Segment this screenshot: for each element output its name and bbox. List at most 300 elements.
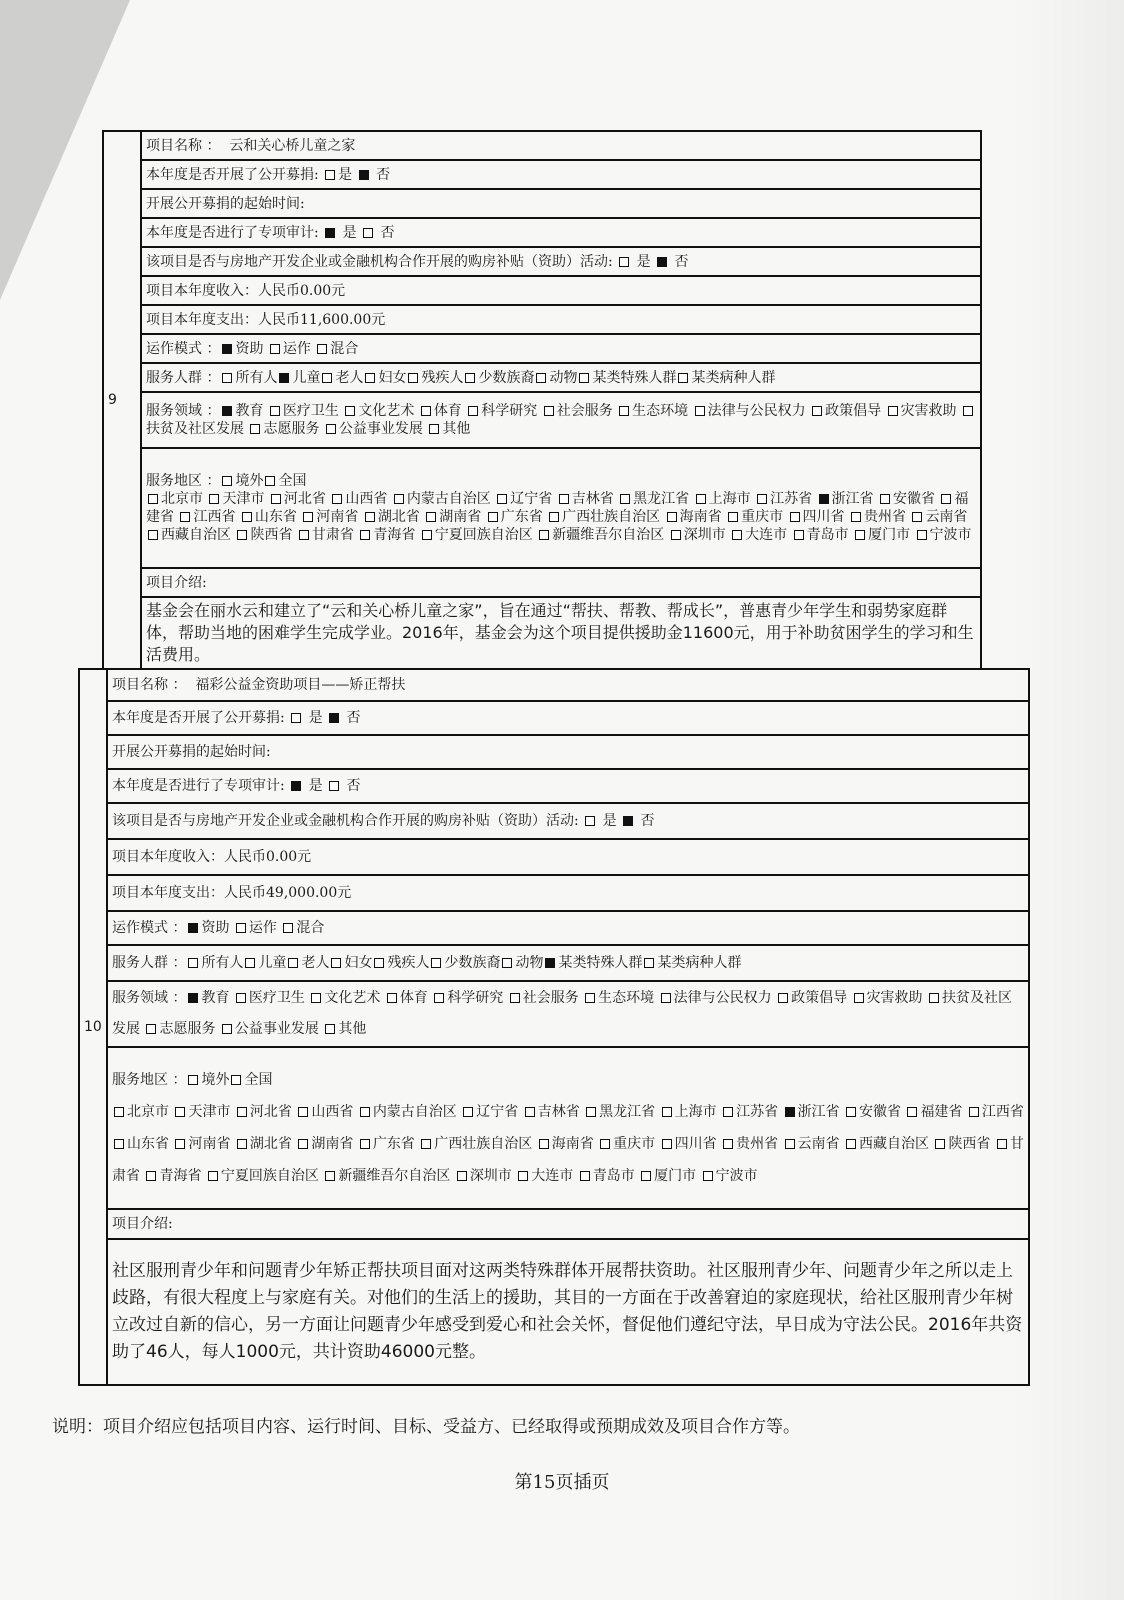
option-label: 安徽省 bbox=[892, 491, 935, 507]
option-label: 河南省 bbox=[316, 509, 359, 525]
checkbox[interactable] bbox=[209, 494, 219, 504]
option-label: 福建省 bbox=[146, 491, 969, 525]
option-label: 全国 bbox=[244, 1072, 273, 1088]
checkbox[interactable] bbox=[265, 476, 275, 486]
option-label: 湖北省 bbox=[249, 1136, 292, 1152]
option-label: 吉林省 bbox=[571, 491, 614, 507]
intro-label: 项目介绍: bbox=[107, 1209, 1029, 1239]
checkbox[interactable] bbox=[620, 494, 630, 504]
option-label: 山东省 bbox=[254, 509, 297, 525]
option-label: 扶贫及社区发展 bbox=[112, 990, 1012, 1037]
option-label: 江苏省 bbox=[770, 491, 813, 507]
fields-label: 服务领域 ： bbox=[112, 990, 187, 1006]
option-label: 西藏自治区 bbox=[161, 527, 231, 543]
project-intro: 基金会在丽水云和建立了“云和关心桥儿童之家”，旨在通过“帮扶、帮教、帮成长”，普惠青少年学生和弱势家庭群体，帮助当地的困难学生完成学业。2016年，基金会为这个项目提供援助金11600元，用于补助贫困学生的学习和生活费用。 bbox=[141, 597, 981, 669]
checkbox[interactable] bbox=[497, 494, 507, 504]
option-label: 某类病种人群 bbox=[691, 369, 776, 386]
checkbox[interactable] bbox=[188, 993, 198, 1003]
checkbox-no[interactable] bbox=[363, 228, 373, 238]
option-label: 公益事业发展 bbox=[234, 1021, 319, 1037]
checkbox[interactable] bbox=[237, 1139, 247, 1149]
checkbox[interactable] bbox=[245, 958, 255, 968]
option-label: 山西省 bbox=[345, 491, 388, 507]
checkbox[interactable] bbox=[846, 1139, 856, 1149]
checkbox[interactable] bbox=[935, 1139, 945, 1149]
checkbox[interactable] bbox=[325, 1171, 335, 1181]
checkbox[interactable] bbox=[929, 993, 939, 1003]
option-label: 黑龙江省 bbox=[633, 491, 690, 507]
fundraising-start-row: 开展公开募捐的起始时间: bbox=[107, 735, 1029, 769]
checkbox[interactable] bbox=[114, 1139, 124, 1149]
intro-label: 项目介绍: bbox=[141, 568, 981, 597]
option-label: 四川省 bbox=[674, 1136, 717, 1152]
groups-row bbox=[141, 363, 981, 392]
checkbox-yes[interactable] bbox=[291, 713, 301, 723]
area-top-options bbox=[186, 1072, 272, 1088]
option-label: 四川省 bbox=[802, 509, 845, 525]
option-label: 新疆维吾尔自治区 bbox=[338, 1168, 451, 1184]
checkbox[interactable] bbox=[757, 494, 767, 504]
option-label: 其他 bbox=[338, 1021, 367, 1037]
checkbox-yes[interactable] bbox=[291, 781, 301, 791]
option-label: 内蒙古自治区 bbox=[372, 1104, 457, 1120]
option-label: 厦门市 bbox=[868, 527, 911, 543]
project-name-row bbox=[107, 669, 1029, 701]
checkbox[interactable] bbox=[365, 512, 375, 522]
no-label: 否 bbox=[640, 813, 655, 829]
checkbox[interactable] bbox=[322, 373, 332, 383]
groups-options bbox=[220, 370, 775, 386]
income-label: 项目本年度收入： bbox=[146, 282, 258, 299]
option-label: 境外 bbox=[201, 1072, 230, 1088]
checkbox[interactable] bbox=[661, 993, 671, 1003]
checkbox[interactable] bbox=[600, 1139, 610, 1149]
option-label: 辽宁省 bbox=[510, 491, 553, 507]
option-label: 新疆维吾尔自治区 bbox=[552, 527, 665, 543]
checkbox[interactable] bbox=[846, 1107, 856, 1117]
checkbox[interactable] bbox=[394, 494, 404, 504]
checkbox[interactable] bbox=[426, 512, 436, 522]
project-name-label: 项目名称 ： bbox=[146, 137, 221, 154]
option-label: 深圳市 bbox=[683, 527, 726, 543]
checkbox[interactable] bbox=[222, 344, 232, 354]
option-label: 江西省 bbox=[193, 509, 236, 525]
expense-value: 人民币49,000.00元 bbox=[224, 885, 352, 901]
public-fundraising-label: 本年度是否开展了公开募捐: bbox=[146, 166, 319, 183]
region-options bbox=[112, 1104, 1024, 1184]
option-label: 少数族裔 bbox=[444, 955, 501, 971]
region-options bbox=[146, 491, 972, 543]
checkbox[interactable] bbox=[917, 530, 927, 540]
checkbox[interactable] bbox=[728, 512, 738, 522]
option-label: 黑龙江省 bbox=[599, 1104, 656, 1120]
checkbox[interactable] bbox=[175, 1107, 185, 1117]
checkbox-no[interactable] bbox=[623, 816, 633, 826]
option-label: 动物 bbox=[549, 369, 578, 386]
checkbox[interactable] bbox=[231, 1075, 241, 1085]
option-label: 医疗卫生 bbox=[248, 990, 305, 1006]
no-label: 否 bbox=[380, 224, 395, 241]
fundraising-start-row: 开展公开募捐的起始时间: bbox=[141, 189, 981, 218]
option-label: 教育 bbox=[235, 403, 264, 419]
checkbox[interactable] bbox=[545, 958, 555, 968]
checkbox-yes[interactable] bbox=[585, 816, 595, 826]
checkbox-yes[interactable] bbox=[325, 170, 335, 180]
checkbox[interactable] bbox=[723, 1107, 733, 1117]
checkbox[interactable] bbox=[549, 512, 559, 522]
option-label: 宁夏回族自治区 bbox=[220, 1168, 319, 1184]
option-label: 政策倡导 bbox=[791, 990, 848, 1006]
checkbox[interactable] bbox=[222, 373, 232, 383]
checkbox[interactable] bbox=[819, 494, 829, 504]
checkbox[interactable] bbox=[502, 958, 512, 968]
checkbox[interactable] bbox=[421, 1139, 431, 1149]
checkbox[interactable] bbox=[969, 1107, 979, 1117]
checkbox[interactable] bbox=[662, 1107, 672, 1117]
option-label: 宁波市 bbox=[929, 527, 972, 543]
option-label: 北京市 bbox=[127, 1104, 169, 1120]
housing-subsidy-label: 该项目是否与房地产开发企业或金融机构合作开展的购房补贴（资助）活动: bbox=[146, 253, 613, 270]
checkbox[interactable] bbox=[619, 406, 629, 416]
option-label: 湖南省 bbox=[439, 509, 482, 525]
checkbox[interactable] bbox=[180, 512, 190, 522]
option-label: 厦门市 bbox=[654, 1168, 697, 1184]
housing-subsidy-row bbox=[107, 803, 1029, 839]
checkbox[interactable] bbox=[326, 424, 336, 434]
checkbox[interactable] bbox=[317, 344, 327, 354]
checkbox[interactable] bbox=[242, 512, 252, 522]
checkbox[interactable] bbox=[298, 1107, 308, 1117]
checkbox[interactable] bbox=[299, 530, 309, 540]
checkbox[interactable] bbox=[374, 958, 384, 968]
area-label: 服务地区 ： bbox=[112, 1072, 187, 1088]
option-label: 山东省 bbox=[127, 1136, 169, 1152]
checkbox[interactable] bbox=[271, 494, 281, 504]
checkbox[interactable] bbox=[146, 1024, 156, 1034]
project-intro: 社区服刑青少年和问题青少年矫正帮扶项目面对这两类特殊群体开展帮扶资助。社区服刑青少年、问题青少年之所以走上歧路，有很大程度上与家庭有关。对他们的生活上的援助，其目的一方面在于改善窘迫的家庭现状，给社区服刑青少年树立改过自新的信心，另一方面让问题青少年感受到爱心和社会关怀，督促他们遵纪守法，早日成为守法公民。2016年共资助了46人，每人1000元，共计资助46000元整。 bbox=[107, 1239, 1029, 1385]
option-label: 天津市 bbox=[188, 1104, 231, 1120]
checkbox[interactable] bbox=[463, 1107, 473, 1117]
housing-subsidy-label: 该项目是否与房地产开发企业或金融机构合作开展的购房补贴（资助）活动: bbox=[112, 813, 579, 829]
checkbox[interactable] bbox=[586, 1107, 596, 1117]
option-label: 山西省 bbox=[311, 1104, 354, 1120]
project-number: 9 bbox=[103, 131, 141, 669]
checkbox[interactable] bbox=[785, 1107, 795, 1117]
checkbox[interactable] bbox=[146, 1171, 156, 1181]
checkbox[interactable] bbox=[434, 993, 444, 1003]
option-label: 广东省 bbox=[372, 1136, 415, 1152]
project-name-row bbox=[141, 131, 981, 160]
checkbox[interactable] bbox=[188, 923, 198, 933]
option-label: 境外 bbox=[235, 473, 264, 489]
option-label: 安徽省 bbox=[858, 1104, 901, 1120]
checkbox[interactable] bbox=[536, 373, 546, 383]
no-label: 否 bbox=[346, 778, 361, 794]
option-label: 全国 bbox=[278, 473, 307, 489]
checkbox[interactable] bbox=[667, 512, 677, 522]
option-label: 辽宁省 bbox=[476, 1104, 519, 1120]
checkbox-no[interactable] bbox=[329, 713, 339, 723]
expense-row bbox=[107, 875, 1029, 911]
no-label: 否 bbox=[346, 710, 361, 726]
checkbox[interactable] bbox=[360, 1139, 370, 1149]
option-label: 体育 bbox=[433, 403, 462, 419]
checkbox[interactable] bbox=[408, 373, 418, 383]
footnote: 说明：项目介绍应包括项目内容、运行时间、目标、受益方、已经取得或预期成效及项目合作方等。 bbox=[52, 1417, 800, 1437]
checkbox[interactable] bbox=[488, 512, 498, 522]
area-top-options bbox=[220, 473, 306, 489]
checkbox[interactable] bbox=[457, 1171, 467, 1181]
checkbox[interactable] bbox=[222, 476, 232, 486]
project-form bbox=[84, 130, 1068, 1386]
option-label: 福建省 bbox=[920, 1104, 963, 1120]
checkbox[interactable] bbox=[360, 530, 370, 540]
expense-row bbox=[141, 305, 981, 334]
checkbox[interactable] bbox=[585, 993, 595, 1003]
checkbox[interactable] bbox=[208, 1171, 218, 1181]
checkbox[interactable] bbox=[222, 1024, 232, 1034]
checkbox[interactable] bbox=[544, 406, 554, 416]
checkbox[interactable] bbox=[421, 406, 431, 416]
checkbox[interactable] bbox=[332, 494, 342, 504]
checkbox[interactable] bbox=[888, 406, 898, 416]
option-label: 陕西省 bbox=[250, 527, 293, 543]
public-fundraising-label: 本年度是否开展了公开募捐: bbox=[112, 710, 285, 726]
option-label: 体育 bbox=[399, 990, 428, 1006]
option-label: 浙江省 bbox=[797, 1104, 840, 1120]
area-row bbox=[141, 448, 981, 568]
checkbox[interactable] bbox=[812, 406, 822, 416]
checkbox[interactable] bbox=[236, 993, 246, 1003]
option-label: 广西壮族自治区 bbox=[562, 509, 661, 525]
checkbox[interactable] bbox=[222, 406, 232, 416]
option-label: 西藏自治区 bbox=[858, 1136, 929, 1152]
option-label: 青岛市 bbox=[592, 1168, 635, 1184]
page-number: 第15页插页 bbox=[514, 1472, 610, 1493]
option-label: 法律与公民权力 bbox=[673, 990, 772, 1006]
checkbox[interactable] bbox=[855, 530, 865, 540]
option-label: 广西壮族自治区 bbox=[434, 1136, 533, 1152]
no-label: 否 bbox=[674, 253, 689, 270]
checkbox[interactable] bbox=[311, 993, 321, 1003]
option-label: 政策倡导 bbox=[825, 403, 882, 419]
checkbox[interactable] bbox=[580, 1171, 590, 1181]
option-label: 上海市 bbox=[674, 1104, 717, 1120]
checkbox[interactable] bbox=[778, 993, 788, 1003]
option-label: 儿童 bbox=[258, 955, 287, 971]
option-label: 志愿服务 bbox=[263, 421, 320, 437]
yes-label: 是 bbox=[308, 778, 323, 794]
option-label: 所有人 bbox=[235, 369, 278, 386]
checkbox[interactable] bbox=[785, 1139, 795, 1149]
option-label: 吉林省 bbox=[537, 1104, 580, 1120]
checkbox[interactable] bbox=[880, 494, 890, 504]
income-row bbox=[141, 276, 981, 305]
option-label: 宁夏回族自治区 bbox=[434, 527, 533, 543]
project-9-table bbox=[102, 130, 982, 670]
checkbox[interactable] bbox=[539, 1139, 549, 1149]
checkbox[interactable] bbox=[422, 530, 432, 540]
mode-options bbox=[220, 341, 358, 357]
income-row bbox=[107, 839, 1029, 875]
option-label: 上海市 bbox=[708, 491, 751, 507]
option-label: 科学研究 bbox=[481, 403, 538, 419]
checkbox[interactable] bbox=[678, 373, 688, 383]
checkbox-yes[interactable] bbox=[619, 257, 629, 267]
option-label: 儿童 bbox=[292, 369, 321, 386]
option-label: 动物 bbox=[515, 955, 544, 971]
checkbox[interactable] bbox=[790, 512, 800, 522]
audit-label: 本年度是否进行了专项审计: bbox=[146, 224, 319, 241]
audit-label: 本年度是否进行了专项审计: bbox=[112, 778, 285, 794]
option-label: 河南省 bbox=[188, 1136, 231, 1152]
checkbox[interactable] bbox=[148, 530, 158, 540]
yes-label: 是 bbox=[602, 813, 617, 829]
option-label: 老人 bbox=[301, 955, 330, 971]
checkbox[interactable] bbox=[288, 958, 298, 968]
option-label: 甘肃省 bbox=[311, 527, 354, 543]
expense-label: 项目本年度支出： bbox=[112, 885, 224, 901]
checkbox[interactable] bbox=[510, 993, 520, 1003]
option-label: 社会服务 bbox=[522, 990, 579, 1006]
checkbox[interactable] bbox=[387, 993, 397, 1003]
project-name: 福彩公益金资助项目——矫正帮扶 bbox=[195, 677, 406, 693]
checkbox[interactable] bbox=[270, 406, 280, 416]
checkbox[interactable] bbox=[525, 1107, 535, 1117]
checkbox[interactable] bbox=[431, 958, 441, 968]
checkbox[interactable] bbox=[854, 993, 864, 1003]
checkbox[interactable] bbox=[468, 406, 478, 416]
checkbox[interactable] bbox=[997, 1139, 1007, 1149]
option-label: 湖南省 bbox=[311, 1136, 354, 1152]
income-value: 人民币0.00元 bbox=[258, 282, 346, 299]
expense-label: 项目本年度支出： bbox=[146, 311, 258, 328]
option-label: 志愿服务 bbox=[159, 1021, 216, 1037]
yes-label: 是 bbox=[342, 224, 357, 241]
yes-label: 是 bbox=[308, 710, 323, 726]
option-label: 内蒙古自治区 bbox=[406, 491, 491, 507]
expense-value: 人民币11,600.00元 bbox=[258, 311, 386, 328]
mode-options bbox=[186, 920, 324, 936]
income-value: 人民币0.00元 bbox=[224, 849, 312, 865]
option-label: 海南省 bbox=[551, 1136, 594, 1152]
checkbox[interactable] bbox=[518, 1171, 528, 1181]
checkbox[interactable] bbox=[298, 1139, 308, 1149]
checkbox[interactable] bbox=[429, 424, 439, 434]
option-label: 重庆市 bbox=[613, 1136, 656, 1152]
checkbox[interactable] bbox=[237, 1107, 247, 1117]
checkbox-yes[interactable] bbox=[325, 228, 335, 238]
checkbox[interactable] bbox=[851, 512, 861, 522]
option-label: 某类病种人群 bbox=[657, 955, 742, 971]
housing-subsidy-row bbox=[141, 247, 981, 276]
checkbox[interactable] bbox=[303, 512, 313, 522]
checkbox[interactable] bbox=[283, 923, 293, 933]
checkbox-no[interactable] bbox=[329, 781, 339, 791]
checkbox[interactable] bbox=[671, 530, 681, 540]
option-label: 法律与公民权力 bbox=[707, 403, 806, 419]
checkbox[interactable] bbox=[250, 424, 260, 434]
checkbox-no[interactable] bbox=[359, 170, 369, 180]
option-label: 生态环境 bbox=[632, 403, 689, 419]
option-label: 所有人 bbox=[201, 955, 244, 971]
checkbox[interactable] bbox=[963, 406, 973, 416]
no-label: 否 bbox=[376, 166, 391, 183]
audit-row bbox=[141, 218, 981, 247]
option-label: 妇女 bbox=[378, 369, 407, 386]
option-label: 江苏省 bbox=[736, 1104, 779, 1120]
option-label: 社会服务 bbox=[556, 403, 613, 419]
option-label: 重庆市 bbox=[741, 509, 784, 525]
option-label: 混合 bbox=[296, 920, 325, 936]
checkbox[interactable] bbox=[794, 530, 804, 540]
checkbox[interactable] bbox=[325, 1024, 335, 1034]
checkbox[interactable] bbox=[188, 1075, 198, 1085]
checkbox[interactable] bbox=[912, 512, 922, 522]
groups-label: 服务人群 ： bbox=[146, 369, 221, 386]
option-label: 贵州省 bbox=[736, 1136, 779, 1152]
income-label: 项目本年度收入： bbox=[112, 849, 224, 865]
option-label: 灾害救助 bbox=[900, 403, 957, 419]
option-label: 资助 bbox=[235, 340, 264, 357]
checkbox[interactable] bbox=[695, 406, 705, 416]
checkbox[interactable] bbox=[270, 344, 280, 354]
checkbox[interactable] bbox=[114, 1107, 124, 1117]
checkbox[interactable] bbox=[237, 530, 247, 540]
public-fundraising-row bbox=[141, 160, 981, 189]
checkbox[interactable] bbox=[732, 530, 742, 540]
option-label: 宁波市 bbox=[715, 1168, 758, 1184]
checkbox[interactable] bbox=[175, 1139, 185, 1149]
option-label: 河北省 bbox=[283, 491, 326, 507]
checkbox[interactable] bbox=[696, 494, 706, 504]
fields-options bbox=[112, 990, 1012, 1037]
fields-options bbox=[146, 403, 976, 437]
checkbox[interactable] bbox=[641, 1171, 651, 1181]
checkbox[interactable] bbox=[579, 373, 589, 383]
checkbox[interactable] bbox=[236, 923, 246, 933]
audit-row bbox=[107, 769, 1029, 803]
option-label: 大连市 bbox=[531, 1168, 574, 1184]
option-label: 扶贫及社区发展 bbox=[146, 421, 244, 437]
checkbox[interactable] bbox=[345, 406, 355, 416]
area-label: 服务地区 ： bbox=[146, 473, 221, 489]
option-label: 医疗卫生 bbox=[282, 403, 339, 419]
option-label: 某类特殊人群 bbox=[592, 369, 677, 386]
checkbox[interactable] bbox=[188, 958, 198, 968]
checkbox[interactable] bbox=[465, 373, 475, 383]
option-label: 科学研究 bbox=[447, 990, 504, 1006]
checkbox[interactable] bbox=[365, 373, 375, 383]
checkbox[interactable] bbox=[662, 1139, 672, 1149]
checkbox[interactable] bbox=[539, 530, 549, 540]
checkbox-no[interactable] bbox=[657, 257, 667, 267]
fields-label: 服务领域 ： bbox=[146, 403, 221, 419]
checkbox[interactable] bbox=[644, 958, 654, 968]
checkbox[interactable] bbox=[723, 1139, 733, 1149]
checkbox[interactable] bbox=[941, 494, 951, 504]
checkbox[interactable] bbox=[703, 1171, 713, 1181]
option-label: 江西省 bbox=[981, 1104, 1024, 1120]
checkbox[interactable] bbox=[279, 373, 289, 383]
option-label: 妇女 bbox=[344, 955, 373, 971]
checkbox[interactable] bbox=[559, 494, 569, 504]
checkbox[interactable] bbox=[331, 958, 341, 968]
checkbox[interactable] bbox=[907, 1107, 917, 1117]
checkbox[interactable] bbox=[360, 1107, 370, 1117]
checkbox[interactable] bbox=[148, 494, 158, 504]
option-label: 贵州省 bbox=[863, 509, 906, 525]
